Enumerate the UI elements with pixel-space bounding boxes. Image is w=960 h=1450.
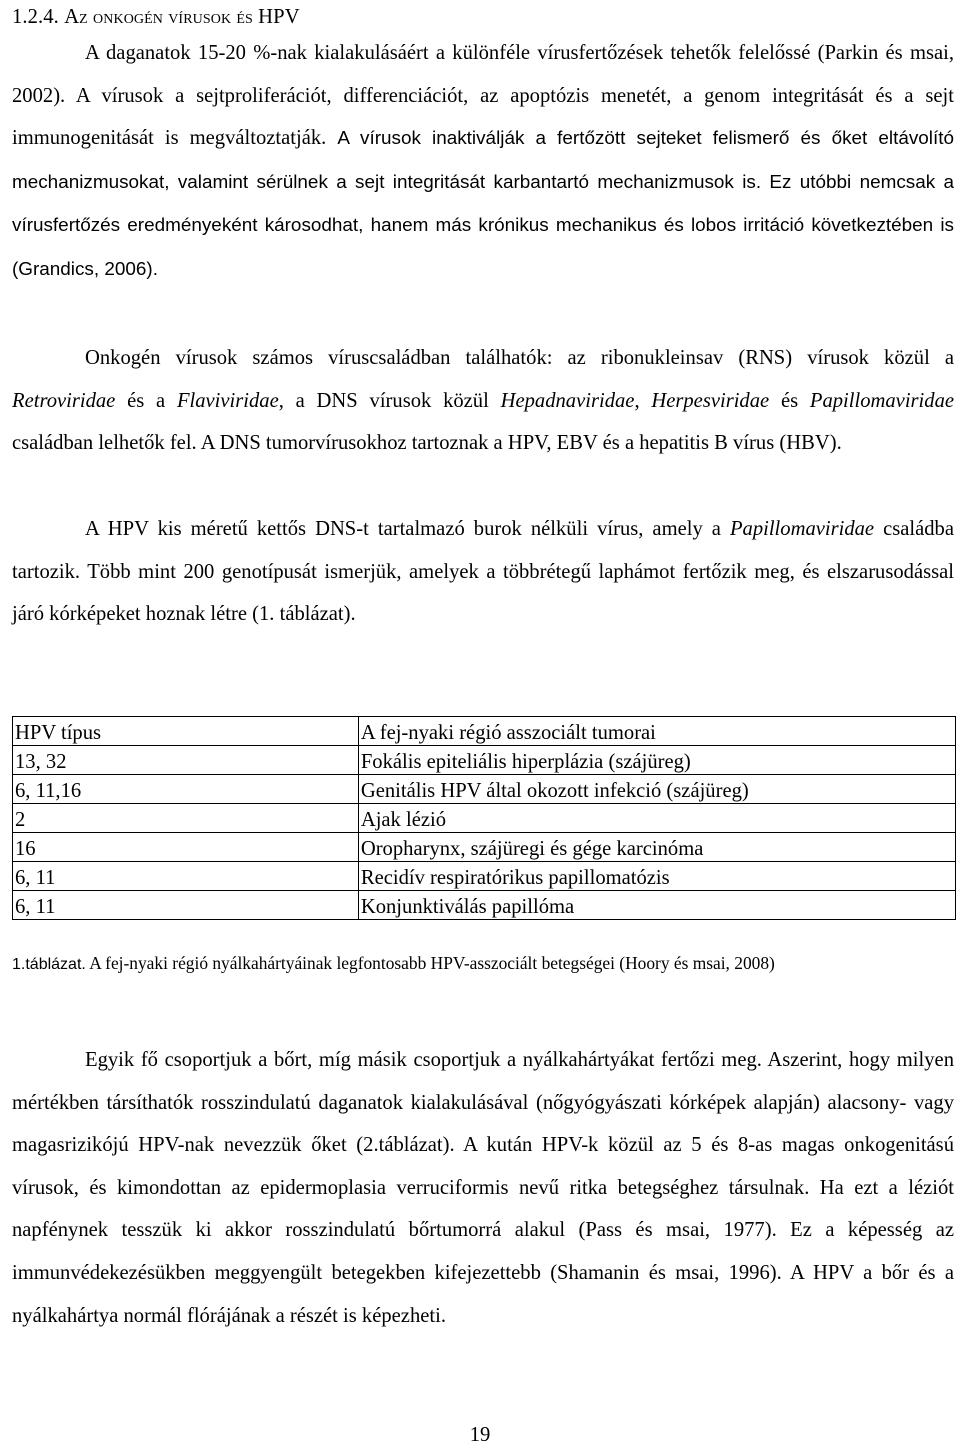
paragraph-intro-part1: A daganatok 15-20 %-nak kialakulásáért a különféle vírusfertőzések tehetők felelőssé (Parkin és msai, 2002). A vírusok a sejtproliferációt, differenciációt, az apoptózis menetét, a genom integritását és a sejt immunogenitását is megváltoztatják. — [12, 42, 954, 150]
table-row — [13, 891, 956, 920]
paragraph-hpv — [12, 508, 954, 636]
taxon-name: Herpesviridae — [651, 389, 770, 412]
table-cell-tumor: Genitális HPV által okozott infekció (szájüreg) — [358, 775, 955, 804]
table-cell-type: 6, 11,16 — [13, 775, 359, 804]
table-cell-tumor: Fokális epiteliális hiperplázia (szájüreg) — [358, 746, 955, 775]
paragraph-hpv-groups — [12, 1039, 954, 1337]
text-run: családban lelhetők fel. A DNS tumorvírusokhoz tartoznak a HPV, EBV és a hepatitis B vírus (HBV). — [12, 432, 842, 455]
text-run: , a DNS vírusok közül — [278, 389, 501, 412]
table-row — [13, 775, 956, 804]
table-caption — [12, 950, 912, 978]
page-number: 19 — [469, 1424, 491, 1446]
table-row — [13, 804, 956, 833]
table-header-row — [13, 717, 956, 746]
caption-label: 1.táblázat. — [12, 956, 86, 973]
caption-text: A fej-nyaki régió nyálkahártyáinak legfontosabb HPV-asszociált betegségei (Hoory és msai, 2008) — [85, 953, 775, 973]
taxon-name: Retroviridae — [12, 389, 116, 412]
hpv-tumor-table — [12, 716, 956, 920]
table-header-cell: A fej-nyaki régió asszociált tumorai — [358, 717, 955, 746]
table-cell-type: 6, 11 — [13, 862, 359, 891]
table-cell-tumor: Ajak lézió — [358, 804, 955, 833]
text-run: családba tartozik. Több mint 200 genotípusát ismerjük, amelyek a többrétegű laphámot fertőzik meg, és elszarusodással járó kórképeket hoznak létre (1. táblázat). — [12, 518, 954, 626]
taxon-name: Papillomaviridae — [809, 389, 955, 412]
table-cell-tumor: Oropharynx, szájüregi és gége karcinóma — [358, 833, 955, 862]
section-heading — [12, 4, 300, 30]
table-cell-type: 16 — [13, 833, 359, 862]
table-cell-tumor: Recidív respiratórikus papillomatózis — [358, 862, 955, 891]
table-row — [13, 862, 956, 891]
paragraph-hpv-groups-text: Egyik fő csoportjuk a bőrt, míg másik csoportjuk a nyálkahártyákat fertőzi meg. Aszerint, hogy milyen mértékben társíthatók rosszindulatú daganatok kialakulásával (nőgyógyászati kórképek alapján) alacsony- vagy magasrizikójú HPV-nak nevezzük őket (2.táblázat). A kután HPV-k közül az 5 és 8-as magas onkogenitású vírusok, és kimondottan az epidermoplasia verruciformis nevű ritka betegséghez társulnak. Ha ezt a léziót napfénynek tesszük ki akkor rosszindulatú bőrtumorrá alakul (Pass és msai, 1977). Ez a képesség az immunvédekezésükben meggyengült betegekben kifejezettebb (Shamanin és msai, 1996). A HPV a bőr és a nyálkahártya normál flórájának a részét is képezheti. — [12, 1049, 954, 1327]
paragraph-oncogenic-viruses — [12, 337, 954, 465]
taxon-name: Hepadnaviridae — [500, 389, 635, 412]
taxon-name: Papillomaviridae — [729, 518, 875, 540]
table-cell-tumor: Konjunktiválás papillóma — [358, 891, 955, 920]
table-row — [13, 746, 956, 775]
table-row — [13, 833, 956, 862]
text-run: Onkogén vírusok számos víruscsaládban találhatók: az ribonukleinsav (RNS) vírusok közül a — [85, 347, 954, 369]
text-run: és a — [115, 389, 177, 412]
section-number: 1.2.4. — [12, 6, 59, 28]
text-run: , — [634, 389, 652, 412]
table-cell-type: 2 — [13, 804, 359, 833]
section-title: Az onkogén vírusok és HPV — [64, 6, 300, 28]
text-run: A HPV kis méretű kettős DNS-t tartalmazó burok nélküli vírus, amely a — [85, 518, 730, 540]
table-header-cell: HPV típus — [13, 717, 359, 746]
paragraph-intro — [12, 32, 954, 292]
table-cell-type: 13, 32 — [13, 746, 359, 775]
table-cell-type: 6, 11 — [13, 891, 359, 920]
text-run: és — [769, 389, 810, 412]
paragraph-intro-part2: A vírusok inaktiválják a fertőzött sejteket felismerő és őket eltávolító mechanizmusokat, valamint sérülnek a sejt integritását karbantartó mechanizmusok is. Ez utóbbi nemcsak a vírusfertőzés eredményeként károsodhat, hanem más krónikus mechanikus és lobos irritáció következtében is (Grandics, 2006). — [12, 128, 954, 280]
taxon-name: Flaviviridae — [176, 389, 279, 412]
